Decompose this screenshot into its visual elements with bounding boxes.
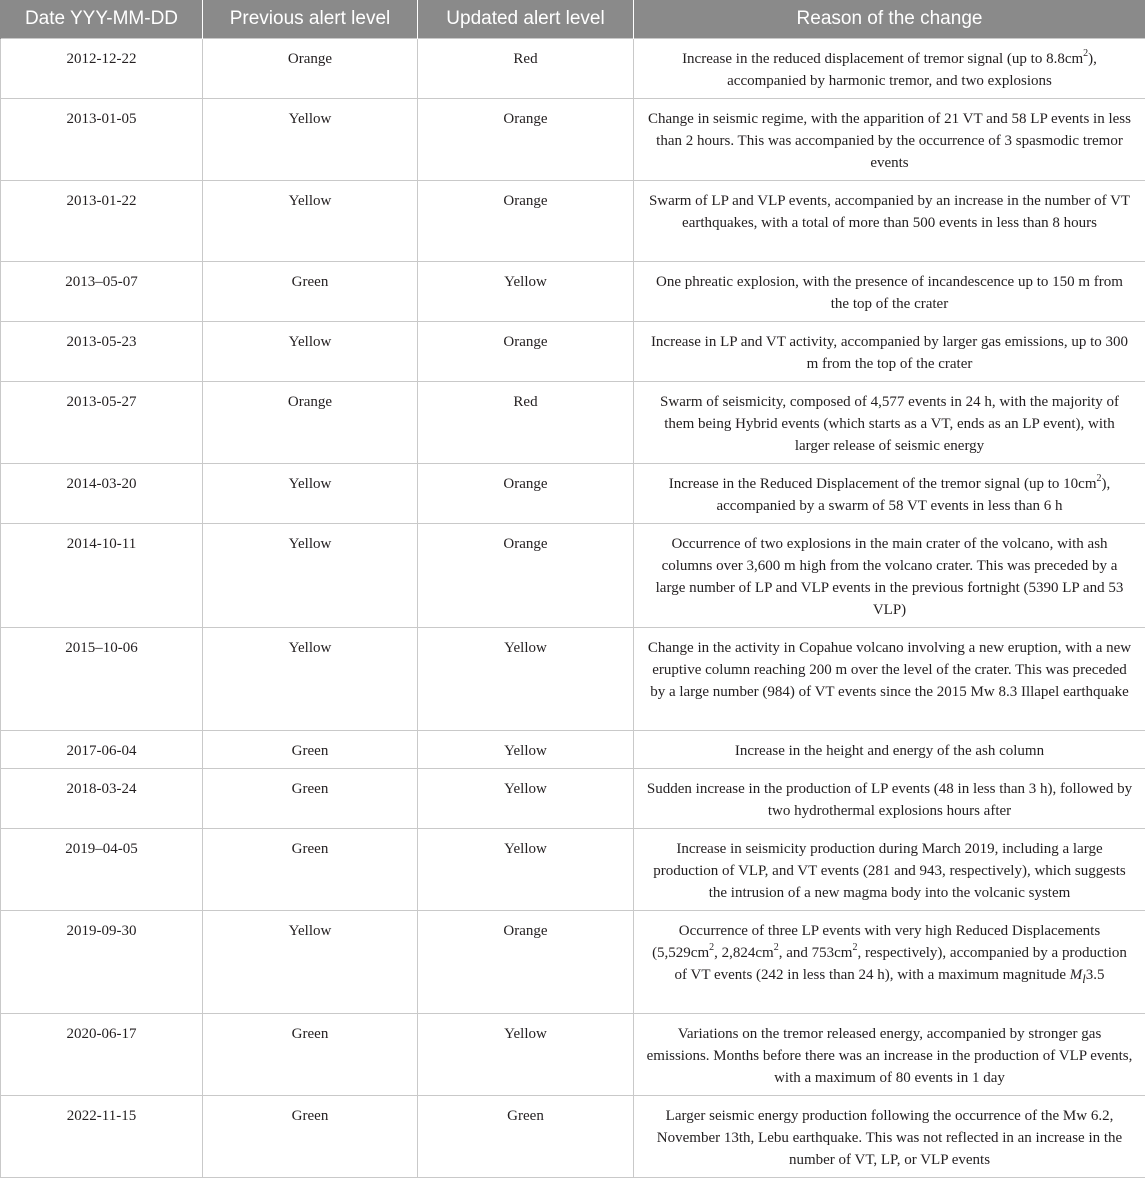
date-cell: 2019–04-05: [1, 829, 203, 911]
table-row: [1, 464, 1145, 524]
previous-alert-cell: Yellow: [203, 524, 418, 628]
date-cell: 2013-05-23: [1, 322, 203, 382]
reason-cell: Increase in the Reduced Displacement of the tremor signal (up to $10cm^2$), accompanied by a swarm of 58 VT events in less than 6 h: [634, 464, 1145, 524]
table-row: [1, 181, 1145, 262]
updated-alert-cell: Orange: [418, 911, 634, 1014]
date-cell: 2022-11-15: [1, 1096, 203, 1178]
header-previous-alert-level: Previous alert level: [203, 0, 418, 39]
date-cell: 2015–10-06: [1, 628, 203, 731]
reason-cell: Increase in seismicity production during March 2019, including a large production of VLP, and VT events (281 and 943, respectively), which suggests the intrusion of a new magma body into the volcanic system: [634, 829, 1145, 911]
previous-alert-cell: Green: [203, 731, 418, 769]
updated-alert-cell: Orange: [418, 99, 634, 181]
updated-alert-cell: Yellow: [418, 829, 634, 911]
previous-alert-cell: Green: [203, 1014, 418, 1096]
reason-cell: Increase in the reduced displacement of tremor signal (up to $8.8cm^2$), accompanied by harmonic tremor, and two explosions: [634, 39, 1145, 99]
updated-alert-cell: Red: [418, 39, 634, 99]
reason-cell: Increase in the height and energy of the ash column: [634, 731, 1145, 769]
updated-alert-cell: Orange: [418, 322, 634, 382]
date-cell: 2013-05-27: [1, 382, 203, 464]
table-row: [1, 322, 1145, 382]
date-cell: 2020-06-17: [1, 1014, 203, 1096]
updated-alert-cell: Orange: [418, 524, 634, 628]
table-row: [1, 1014, 1145, 1096]
updated-alert-cell: Yellow: [418, 628, 634, 731]
date-cell: 2013-01-05: [1, 99, 203, 181]
previous-alert-cell: Green: [203, 769, 418, 829]
reason-cell: Sudden increase in the production of LP events (48 in less than 3 h), followed by two hydrothermal explosions hours after: [634, 769, 1145, 829]
date-cell: 2018-03-24: [1, 769, 203, 829]
table-row: [1, 524, 1145, 628]
header-row: [1, 0, 1145, 39]
updated-alert-cell: Yellow: [418, 731, 634, 769]
header-reason-of-change: Reason of the change: [634, 0, 1145, 39]
reason-cell: Swarm of LP and VLP events, accompanied by an increase in the number of VT earthquakes, with a total of more than 500 events in less than 8 hours: [634, 181, 1145, 262]
table-row: [1, 99, 1145, 181]
updated-alert-cell: Orange: [418, 181, 634, 262]
date-cell: 2017-06-04: [1, 731, 203, 769]
updated-alert-cell: Yellow: [418, 262, 634, 322]
table-row: [1, 382, 1145, 464]
reason-cell: Occurrence of two explosions in the main crater of the volcano, with ash columns over 3,600 m high from the volcano crater. This was preceded by a large number of LP and VLP events in the previous fortnight (5390 LP and 53 VLP): [634, 524, 1145, 628]
reason-cell: Occurrence of three LP events with very high Reduced Displacements ($5,529cm^2$, $2,824cm^2$, and $753cm^2$, respectively), accompanied by a production of VT events (242 in less than 24 h), with a maximum magnitude $M_l3.5$: [634, 911, 1145, 1014]
table-row: [1, 731, 1145, 769]
reason-cell: Change in the activity in Copahue volcano involving a new eruption, with a new eruptive column reaching 200 m over the level of the crater. This was preceded by a large number (984) of VT events since the 2015 Mw 8.3 Illapel earthquake: [634, 628, 1145, 731]
updated-alert-cell: Red: [418, 382, 634, 464]
previous-alert-cell: Orange: [203, 39, 418, 99]
reason-cell: Change in seismic regime, with the apparition of 21 VT and 58 LP events in less than 2 hours. This was accompanied by the occurrence of 3 spasmodic tremor events: [634, 99, 1145, 181]
table-row: [1, 628, 1145, 731]
header-date: Date YYY-MM-DD: [1, 0, 203, 39]
updated-alert-cell: Orange: [418, 464, 634, 524]
previous-alert-cell: Green: [203, 829, 418, 911]
header-updated-alert-level: Updated alert level: [418, 0, 634, 39]
table-row: [1, 1096, 1145, 1178]
previous-alert-cell: Yellow: [203, 628, 418, 731]
reason-cell: Increase in LP and VT activity, accompanied by larger gas emissions, up to 300 m from the top of the crater: [634, 322, 1145, 382]
date-cell: 2013–05-07: [1, 262, 203, 322]
previous-alert-cell: Orange: [203, 382, 418, 464]
date-cell: 2014-10-11: [1, 524, 203, 628]
reason-cell: Larger seismic energy production following the occurrence of the Mw 6.2, November 13th, Lebu earthquake. This was not reflected in an increase in the number of VT, LP, or VLP events: [634, 1096, 1145, 1178]
date-cell: 2013-01-22: [1, 181, 203, 262]
previous-alert-cell: Yellow: [203, 464, 418, 524]
table-row: [1, 911, 1145, 1014]
table-row: [1, 262, 1145, 322]
reason-cell: Swarm of seismicity, composed of 4,577 events in 24 h, with the majority of them being Hybrid events (which starts as a VT, ends as an LP event), with larger release of seismic energy: [634, 382, 1145, 464]
previous-alert-cell: Yellow: [203, 99, 418, 181]
date-cell: 2014-03-20: [1, 464, 203, 524]
previous-alert-cell: Yellow: [203, 181, 418, 262]
table-row: [1, 39, 1145, 99]
table-body: [1, 39, 1145, 1178]
updated-alert-cell: Yellow: [418, 1014, 634, 1096]
reason-cell: Variations on the tremor released energy, accompanied by stronger gas emissions. Months before there was an increase in the production of VLP events, with a maximum of 80 events in 1 day: [634, 1014, 1145, 1096]
date-cell: 2012-12-22: [1, 39, 203, 99]
updated-alert-cell: Yellow: [418, 769, 634, 829]
table-header: [1, 0, 1145, 39]
updated-alert-cell: Green: [418, 1096, 634, 1178]
previous-alert-cell: Yellow: [203, 322, 418, 382]
previous-alert-cell: Yellow: [203, 911, 418, 1014]
previous-alert-cell: Green: [203, 1096, 418, 1178]
table-row: [1, 829, 1145, 911]
date-cell: 2019-09-30: [1, 911, 203, 1014]
table-row: [1, 769, 1145, 829]
reason-cell: One phreatic explosion, with the presence of incandescence up to 150 m from the top of the crater: [634, 262, 1145, 322]
previous-alert-cell: Green: [203, 262, 418, 322]
